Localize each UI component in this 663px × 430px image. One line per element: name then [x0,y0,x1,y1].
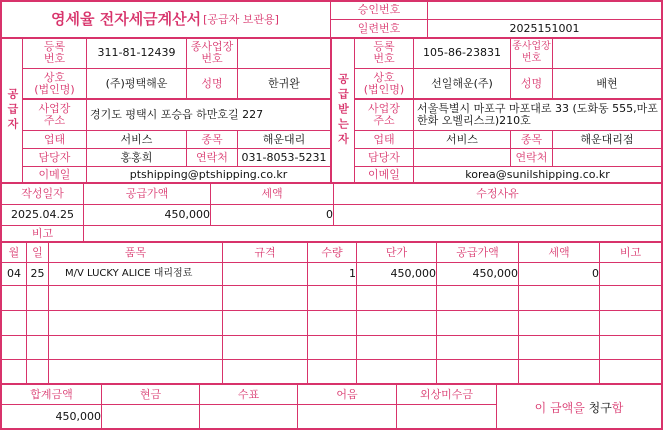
receiver-company: 선일해운(주) [431,76,493,90]
row-month: 04 [7,267,21,280]
total-amount: 450,000 [55,409,101,423]
supplier-email: ptshipping@ptshipping.co.kr [129,167,288,181]
supplier-address: 경기도 평택시 포승읍 하만호길 227 [90,108,264,121]
check-label: 수표 [237,388,260,401]
col-item: 품목 [124,245,147,259]
bill-amount [298,405,399,428]
supplier-email-label: 이메일 [38,167,71,181]
receiver-biz-type-label: 업태 [373,132,395,146]
title-sub: [공급자 보관용] [203,12,279,26]
receiver-name: 배현 [596,76,618,90]
supplier-branch-no-label: 종사업장 번호 [190,40,234,65]
receiver-contact-label: 연락처 [515,150,548,164]
receiver-biz-type: 서비스 [446,132,478,146]
supplier-reg-no: 311-81-12439 [97,46,176,59]
col-tax: 세액 [548,245,570,259]
supply-amount: 450,000 [164,208,210,221]
receiver-contact [553,149,661,166]
receiver-reg-no: 105-86-23831 [423,46,501,59]
cash-label: 현금 [139,388,162,401]
receiver-branch-no-label: 종사업장 번호 [512,41,551,64]
note-value [84,226,663,241]
claim-text-prefix: 이 금액을 [534,400,589,415]
col-spec: 규격 [254,245,276,259]
receiver-name-label: 성명 [520,76,543,90]
receiver-manager-label: 담당자 [368,150,400,164]
supplier-contact-label: 연락처 [196,150,228,164]
row-item: M/V LUCKY ALICE 대리점료 [65,268,193,279]
supplier-biz-item: 해운대리 [262,132,306,146]
supplier-contact: 031-8053-5231 [241,150,327,164]
supplier-manager: 홍홍희 [120,150,153,164]
col-unit-price: 단가 [385,245,408,259]
row-unit-price: 450,000 [390,267,436,280]
receiver-company-label: 상호 (법인명) [363,70,405,96]
row-note [600,263,661,285]
supplier-biz-item-label: 종목 [201,132,223,146]
receiver-reg-no-label: 등록 번호 [373,40,395,65]
claim-text-suffix: 함 [611,400,624,415]
receiver-manager [414,149,510,166]
receiver-side-label: 공급받는자 [336,72,350,148]
supplier-name: 한귀완 [268,76,300,90]
credit-label: 외상미수금 [419,388,474,401]
check-amount [200,405,300,428]
supplier-company: (주)평택해운 [105,76,168,90]
reason-value [334,205,663,225]
col-qty: 수량 [321,245,343,259]
receiver-email: korea@sunilshipping.co.kr [465,167,610,181]
title-main: 영세율 전자세금계산서 [51,10,202,28]
receiver-address-label: 사업장 주소 [368,102,400,127]
row-supply: 450,000 [472,267,518,280]
receiver-email-label: 이메일 [368,167,400,181]
row-qty: 1 [349,267,356,280]
approval-no-label: 승인번호 [357,3,401,16]
tax-amount: 0 [326,208,333,221]
receiver-address: 서울특별시 마포구 마포대로 33 (도화동 555,마포 한화 오벨리스크)210호 [417,102,658,127]
col-supply: 공급가액 [456,245,499,259]
supplier-manager-label: 담당자 [38,150,71,164]
supplier-reg-no-label: 등록 번호 [43,40,66,65]
row-tax: 0 [592,267,599,280]
serial-no-value: 2025151001 [509,21,580,35]
supply-amount-label: 공급가액 [125,187,169,200]
cash-amount [102,405,202,428]
row-spec [223,263,307,285]
supplier-address-label: 사업장 주소 [38,102,71,127]
col-note: 비고 [619,245,642,259]
supplier-side-label: 공급자 [6,87,19,133]
credit-amount [397,405,499,428]
write-date-label: 작성일자 [21,187,64,200]
claim-text-type: 청구 [588,400,612,415]
col-day: 일 [32,245,43,259]
supplier-company-label: 상호 (법인명) [34,70,75,96]
claim-statement [497,386,661,428]
reason-label: 수정사유 [476,187,519,200]
approval-no-value [428,1,661,19]
supplier-biz-type: 서비스 [120,132,153,146]
serial-no-label: 일련번호 [357,21,401,35]
supplier-name-label: 성명 [201,76,223,90]
tax-label: 세액 [261,187,283,200]
document-title [0,0,330,37]
receiver-branch-no [553,38,661,68]
row-day: 25 [30,267,45,280]
receiver-biz-item-label: 종목 [520,132,543,146]
receiver-biz-item: 해운대리점 [580,132,634,146]
col-month: 월 [8,245,20,259]
total-label: 합계금액 [30,388,73,401]
note-label: 비고 [31,226,54,240]
supplier-branch-no [238,38,330,68]
bill-label: 어음 [336,388,358,401]
write-date: 2025.04.25 [11,208,74,221]
supplier-biz-type-label: 업태 [43,132,66,146]
